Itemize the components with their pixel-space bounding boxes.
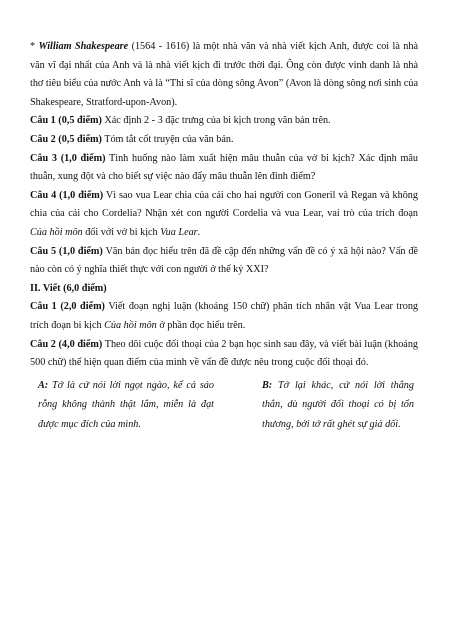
question-4-label: Câu 4 (1,0 điểm): [30, 189, 104, 201]
question-3-label: Câu 3 (1,0 điểm): [30, 152, 106, 164]
question-4: Câu 4 (1,0 điểm) Vì sao vua Lear chia của cải cho hai người con Goneril và Regan và không chia của cải cho Cordelia? Nhận xét con người Cordelia và vua Lear, vai trò của trích đoạn Của hồi môn đối với vở bi kịch Vua Lear.: [30, 189, 418, 238]
question-2-label: Câu 2 (0,5 điểm): [30, 133, 102, 145]
dialogue-block: [30, 376, 418, 435]
dialogue-b-label: B:: [262, 379, 273, 391]
writing-question-2: Câu 2 (4,0 điểm) Theo dõi cuộc đối thoại của 2 bạn học sinh sau đây, và viết bài luận (khoảng 500 chữ) thể hiện quan điểm của mình về vấn đề được nêu trong cuộc đối thoại đó.: [30, 338, 419, 369]
question-2: Câu 2 (0,5 điểm) Tóm tắt cốt truyện của văn bản.: [30, 133, 234, 145]
question-1: Câu 1 (0,5 điểm) Xác định 2 - 3 đặc trưng của bi kịch trong văn bản trên.: [30, 115, 331, 127]
intro-text: (1564 - 1616) là một nhà văn và nhà viết kịch Anh, được coi là nhà văn vĩ đại nhất của Anh và là nhà viết kịch đi trước thời đại. Ông còn được vinh danh là nhà thơ tiêu biểu của nước Anh và là “Thi sĩ của dòng sông Avon” (Avon là dòng sông nơi sinh của Shakespeare, Stratford-upon-Avon).: [30, 41, 419, 108]
question-5: Câu 5 (1,0 điểm) Văn bản đọc hiểu trên đã đề cập đến những vấn đề có ý xã hội nào? Vấn đề nào còn có ý nghĩa thiết thực với con người ở thế kỷ XXI?: [30, 245, 418, 276]
question-5-label: Câu 5 (1,0 điểm): [30, 245, 103, 257]
writing-question-1: Câu 1 (2,0 điểm) Viết đoạn nghị luận (khoảng 150 chữ) phân tích nhân vật Vua Lear trong trích đoạn bi kịch Của hồi môn ở phần đọc hiểu trên.: [30, 301, 419, 331]
question-3: Câu 3 (1,0 điểm) Tình huống nào làm xuất hiện mâu thuẫn của vở bi kịch? Xác định mâu thuẫn, xung đột và cho biết sự việc nào đẩy mâu thuẫn lên đỉnh điểm?: [30, 152, 419, 183]
author-name: William Shakespeare: [38, 41, 129, 52]
dialogue-a: A: Tớ là cứ nói lời ngọt ngào, kể cả sáo rỗng không thành thật lắm, miễn là đạt được mục đích của mình.: [38, 379, 214, 430]
dialogue-b: B: Tớ lại khác, cứ nói lời thẳng thắn, dù người đối thoại có bị tổn thương, bởi tớ rất ghét sự giả dối.: [262, 379, 414, 430]
section-2-title: II. Viết (6,0 điểm): [30, 282, 107, 294]
intro-paragraph: [30, 38, 418, 112]
writing-question-2-label: Câu 2 (4,0 điểm): [30, 338, 103, 350]
question-1-label: Câu 1 (0,5 điểm): [30, 115, 102, 127]
writing-question-1-label: Câu 1 (2,0 điểm): [30, 301, 105, 313]
intro-star: *: [30, 41, 39, 52]
exam-page: [30, 38, 418, 434]
dialogue-a-label: A:: [38, 379, 49, 391]
